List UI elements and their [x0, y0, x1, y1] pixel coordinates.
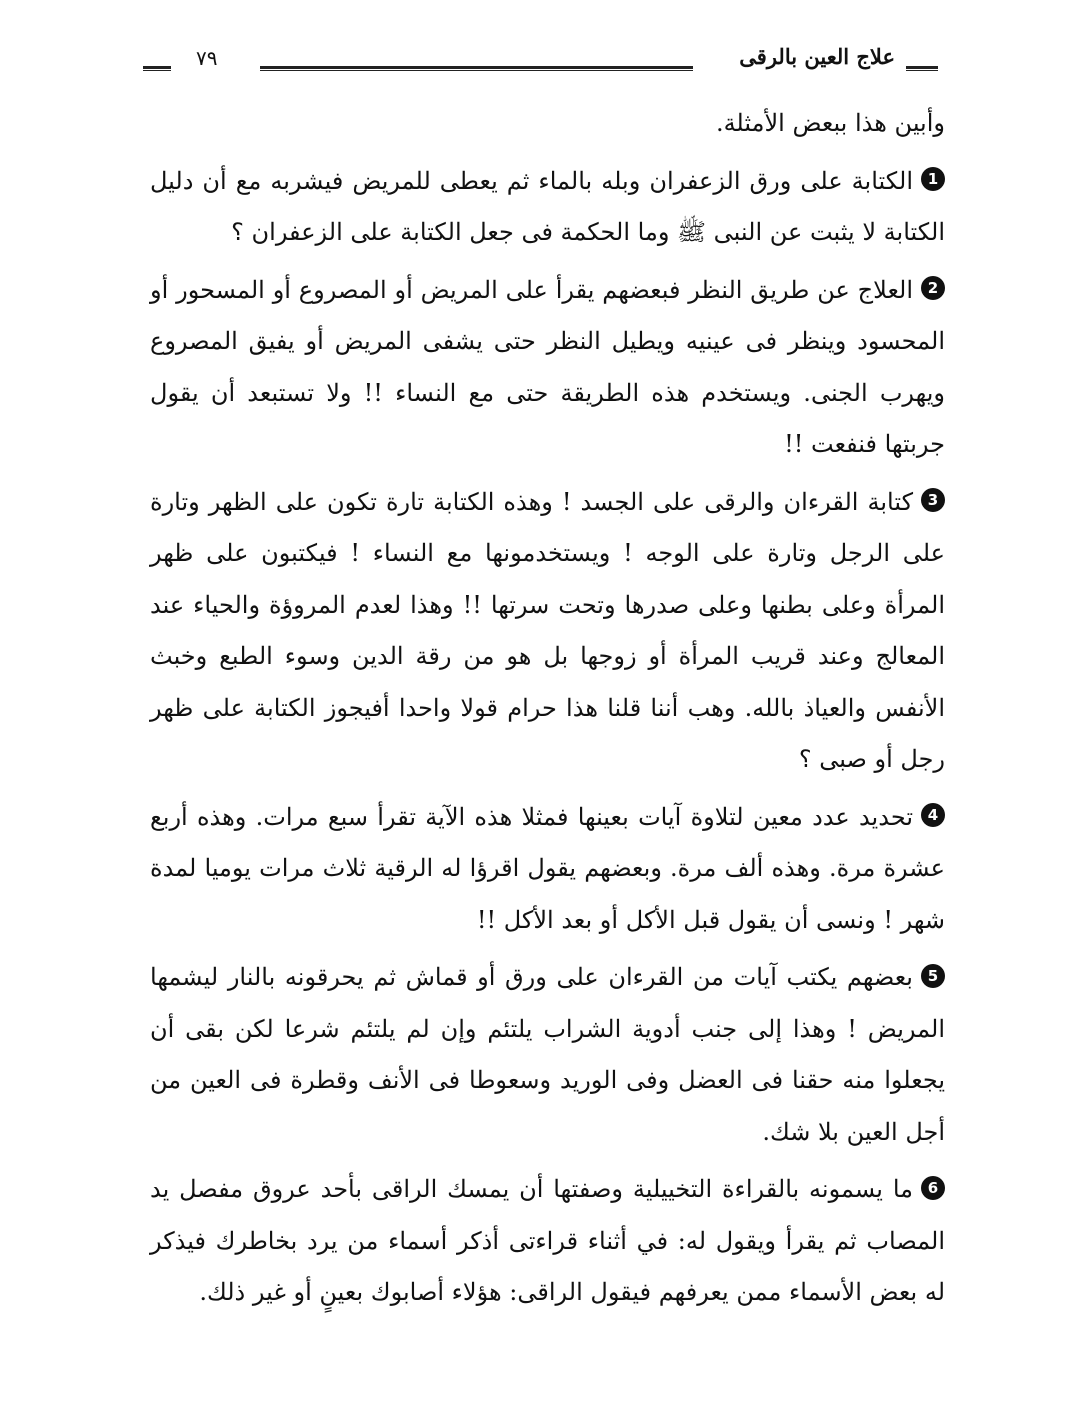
list-item-5	[150, 952, 945, 1158]
number-badge-4: 4	[921, 803, 945, 827]
header-rule-left	[143, 66, 171, 69]
number-badge-2: 2	[921, 276, 945, 300]
item-text-4: تحديد عدد معين لتلاوة آيات بعينها فمثلا هذه الآية تقرأ سبع مرات. وهذه أربع عشرة مرة. وهذه ألف مرة. وبعضهم يقول اقرؤا له الرقية ثلاث مرات يوميا لمدة شهر ! ونسى أن يقول قبل الأكل أو بعد الأكل !!	[150, 802, 946, 934]
number-badge-6: 6	[921, 1176, 945, 1200]
header-rule-middle-thin	[260, 70, 693, 71]
intro-line: وأبين هذا ببعض الأمثلة.	[715, 109, 945, 137]
item-text-3: كتابة القرءان والرقى على الجسد ! وهذه الكتابة تارة تكون على الظهر وتارة على الرجل وتارة على الوجه ! ويستخدمونها مع النساء ! فيكتبون على ظهر المرأة وعلى بطنها وعلى صدرها وتحت سرتها !! وهذا لعدم المروؤة والحياء عند المعالج وعند قريب المرأة أو زوجها بل هو من رقة الدين وسوء الطبع وخبث الأنفس والعياذ بالله. وهب أننا قلنا هذا حرام قولا واحدا أفيجوز الكتابة على ظهر رجل أو صبى ؟	[150, 487, 946, 773]
list-item-2	[150, 265, 945, 471]
header-rule-right-thin	[906, 70, 938, 71]
number-badge-3: 3	[921, 488, 945, 512]
list-item-4	[150, 792, 945, 947]
number-badge-5: 5	[921, 964, 945, 988]
running-title: علاج العين بالرقى	[739, 44, 895, 69]
header-rule-left-thin	[143, 70, 171, 71]
page-number: ٧٩	[196, 46, 218, 70]
list-item-1	[150, 156, 945, 259]
item-text-1: الكتابة على ورق الزعفران وبله بالماء ثم يعطى للمريض فيشربه مع أن دليل الكتابة لا يثبت عن النبى ﷺ وما الحكمة فى جعل الكتابة على الزعفران ؟	[150, 166, 945, 246]
item-text-6: ما يسمونه بالقراءة التخييلية وصفتها أن يمسك الراقى بأحد عروق مفصل يد المصاب ثم يقرأ ويقول له: في أثناء قراءتى أذكر أسماء من يرد بخاطرك فيذكر له بعض الأسماء ممن يعرفهم فيقول الراقى: هؤلاء أصابوك بعينٍ أو غير ذلك.	[150, 1175, 945, 1306]
item-text-2: العلاج عن طريق النظر فبعضهم يقرأ على المريض أو المصروع أو المسحور أو المحسود وينظر فى عينيه ويطيل النظر حتى يشفى المريض أو يفيق المصروع ويهرب الجنى. ويستخدم هذه الطريقة حتى مع النساء !! ولا تستبعد أن يقول جربتها فنفعت !!	[150, 275, 945, 458]
header-rule-right	[906, 66, 938, 69]
header-rule-middle	[260, 66, 693, 69]
page-body	[150, 98, 945, 1325]
list-item-6	[150, 1164, 945, 1319]
list-item-3	[150, 477, 945, 786]
item-text-5: بعضهم يكتب آيات من القرءان على ورق أو قماش ثم يحرقونه بالنار ليشمها المريض ! وهذا إلى جنب أدوية الشراب يلتئم وإن لم يلتئم شرعا لكن بقى أن يجعلوا منه حقنا فى العضل وفى الوريد وسعوطا فى الأنف وقطرة فى العين من أجل العين بلا شك.	[150, 963, 945, 1146]
number-badge-1: 1	[921, 167, 945, 191]
page-header	[143, 44, 938, 84]
